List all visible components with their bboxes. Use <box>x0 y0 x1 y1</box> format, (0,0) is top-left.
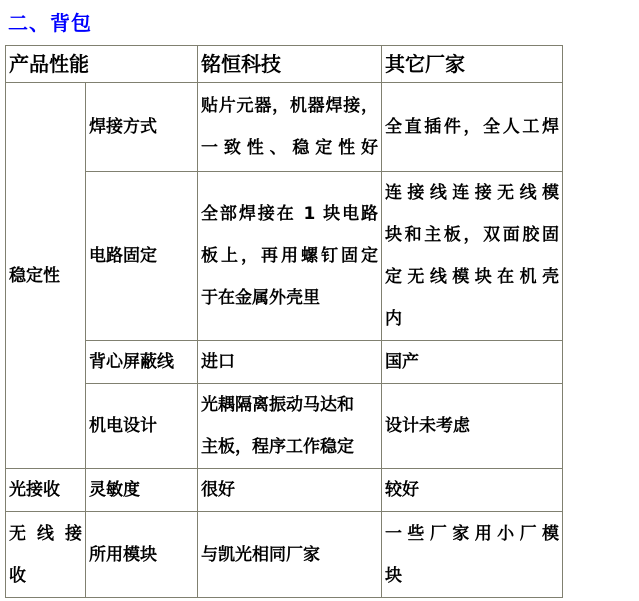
feature-sensitivity: 灵敏度 <box>86 469 198 512</box>
mingheng-electromechanical-value: 光耦隔离振动马达和 主板，程序工作稳定 <box>198 384 382 469</box>
mingheng-circuit-value: 全部焊接在 1 块电路 板上，再用螺钉固定 于在金属外壳里 <box>198 172 382 341</box>
other-shield-wire-value: 国产 <box>382 341 563 384</box>
category-optical-receive: 光接收 <box>6 469 86 512</box>
table-row-circuit-fixing <box>6 172 563 341</box>
mingheng-modules-value: 与凯光相同厂家 <box>198 512 382 598</box>
table-row-electromechanical <box>6 384 563 469</box>
feature-circuit-fixing: 电路固定 <box>86 172 198 341</box>
category-wireless-receive: 无线接 收 <box>6 512 86 598</box>
other-electromechanical-value: 设计未考虑 <box>382 384 563 469</box>
product-comparison-table <box>5 45 563 598</box>
header-mingheng: 铭恒科技 <box>198 46 382 83</box>
header-other-vendors: 其它厂家 <box>382 46 563 83</box>
other-circuit-value: 连接线连接无线模 块和主板，双面胶固 定无线模块在机壳 内 <box>382 172 563 341</box>
feature-welding-method: 焊接方式 <box>86 83 198 172</box>
table-row-sensitivity <box>6 469 563 512</box>
page-title: 二、背包 <box>8 11 92 35</box>
mingheng-welding-value: 贴片元器，机器焊接， 一致性、稳定性好 <box>198 83 382 172</box>
other-welding-value: 全直插件，全人工焊 <box>382 83 563 172</box>
mingheng-sensitivity-value: 很好 <box>198 469 382 512</box>
category-stability: 稳定性 <box>6 83 86 469</box>
feature-modules-used: 所用模块 <box>86 512 198 598</box>
table-row-shield-wire <box>6 341 563 384</box>
feature-shield-wire: 背心屏蔽线 <box>86 341 198 384</box>
table-row-welding <box>6 83 563 172</box>
other-modules-value: 一些厂家用小厂模 块 <box>382 512 563 598</box>
other-sensitivity-value: 较好 <box>382 469 563 512</box>
feature-electromechanical: 机电设计 <box>86 384 198 469</box>
mingheng-shield-wire-value: 进口 <box>198 341 382 384</box>
header-product-performance: 产品性能 <box>6 46 198 83</box>
table-row-modules <box>6 512 563 598</box>
table-header-row <box>6 46 563 83</box>
